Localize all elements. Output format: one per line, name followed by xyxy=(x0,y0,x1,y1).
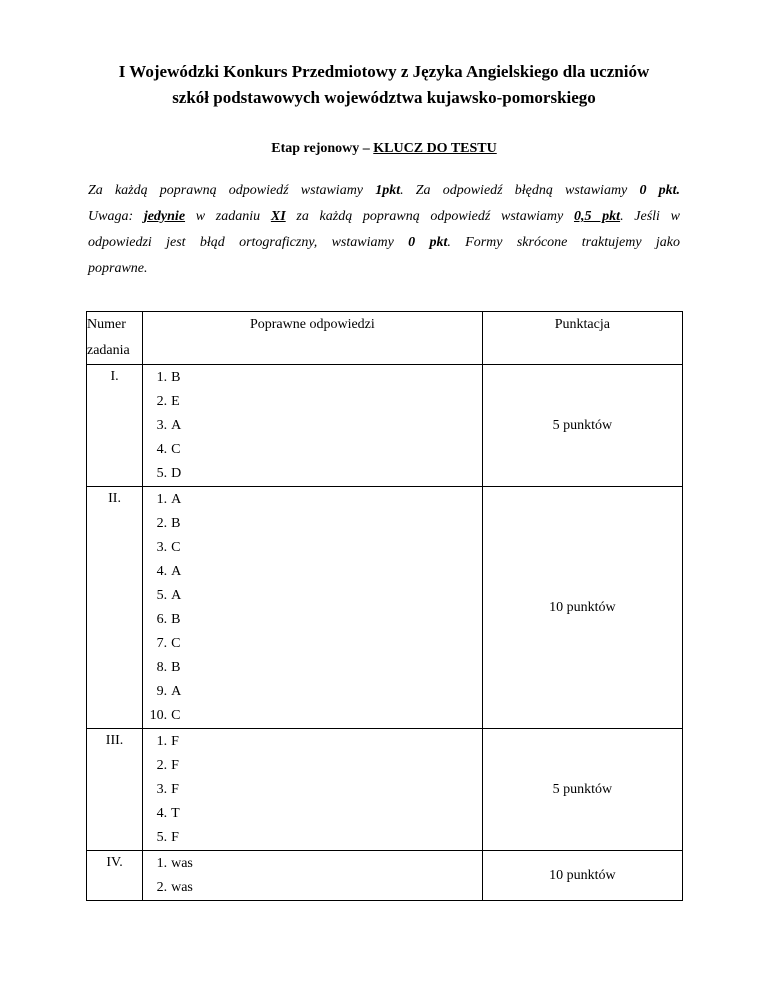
answers-cell xyxy=(143,851,483,901)
list-item xyxy=(143,704,482,728)
list-item xyxy=(143,608,482,632)
list-item xyxy=(143,778,482,802)
answer-number: 3. xyxy=(156,782,168,797)
answer-value: A xyxy=(171,564,182,579)
answer-number: 2. xyxy=(156,394,168,409)
list-item xyxy=(143,802,482,826)
answer-number: 1. xyxy=(156,370,168,385)
stage-prefix: Etap rejonowy – xyxy=(271,141,374,156)
list-item xyxy=(143,536,482,560)
instruction-line: Za każdą poprawną odpowiedź wstawiamy 1pkt. Za odpowiedź błędną wstawiamy 0 pkt. xyxy=(88,183,681,198)
header-points: Punktacja xyxy=(482,312,682,365)
points-value: 10 punktów xyxy=(482,487,682,729)
answer-value: C xyxy=(171,540,181,555)
answer-number: 5. xyxy=(156,466,168,481)
answer-number: 1. xyxy=(156,492,168,507)
answer-value: was xyxy=(171,880,193,895)
answer-value: B xyxy=(171,370,181,385)
task-number: I. xyxy=(87,365,143,487)
answer-list xyxy=(143,487,482,728)
answer-value: C xyxy=(171,636,181,651)
answer-number: 3. xyxy=(156,418,168,433)
document-title-line2: szkół podstawowych województwa kujawsko-pomorskiego xyxy=(172,88,596,107)
points-value: 10 punktów xyxy=(482,851,682,901)
list-item xyxy=(143,560,482,584)
answer-number: 2. xyxy=(156,516,168,531)
answer-number: 6. xyxy=(156,612,168,627)
list-item xyxy=(143,754,482,778)
list-item xyxy=(143,826,482,850)
answer-value: A xyxy=(171,684,182,699)
answer-value: was xyxy=(171,856,193,871)
list-item xyxy=(143,414,482,438)
answer-value: T xyxy=(171,806,180,821)
answer-number: 2. xyxy=(156,880,168,895)
list-item xyxy=(143,852,482,876)
scoring-instructions xyxy=(88,178,680,282)
answer-value: B xyxy=(171,660,181,675)
answer-value: C xyxy=(171,708,181,723)
answer-number: 5. xyxy=(156,588,168,603)
answer-number: 7. xyxy=(156,636,168,651)
list-item xyxy=(143,366,482,390)
answers-cell xyxy=(143,487,483,729)
answer-number: 8. xyxy=(156,660,168,675)
answer-number: 4. xyxy=(156,442,168,457)
list-item xyxy=(143,730,482,754)
stage-key-label: KLUCZ DO TESTU xyxy=(373,141,497,156)
task-number: III. xyxy=(87,729,143,851)
answer-number: 4. xyxy=(156,806,168,821)
stage-heading xyxy=(0,141,768,157)
answer-value: F xyxy=(171,758,179,773)
task-number: II. xyxy=(87,487,143,729)
table-row xyxy=(87,729,683,851)
answer-value: E xyxy=(171,394,180,409)
answers-cell xyxy=(143,365,483,487)
answer-list xyxy=(143,365,482,486)
answer-value: D xyxy=(171,466,182,481)
list-item xyxy=(143,584,482,608)
points-value: 5 punktów xyxy=(482,365,682,487)
table-row xyxy=(87,851,683,901)
list-item xyxy=(143,680,482,704)
answer-list xyxy=(143,729,482,850)
answer-value: F xyxy=(171,830,179,845)
answer-value: B xyxy=(171,612,181,627)
task-number: IV. xyxy=(87,851,143,901)
answers-cell xyxy=(143,729,483,851)
answer-number: 9. xyxy=(156,684,168,699)
answer-number: 4. xyxy=(156,564,168,579)
list-item xyxy=(143,512,482,536)
list-item xyxy=(143,390,482,414)
answer-number: 5. xyxy=(156,830,168,845)
answer-number: 3. xyxy=(156,540,168,555)
answer-key-table xyxy=(86,311,683,901)
table-row xyxy=(87,365,683,487)
answer-list xyxy=(143,851,482,900)
answer-value: B xyxy=(171,516,181,531)
list-item xyxy=(143,632,482,656)
list-item xyxy=(143,656,482,680)
answer-number: 1. xyxy=(156,856,168,871)
answer-value: A xyxy=(171,492,182,507)
answer-number: 2. xyxy=(156,758,168,773)
list-item xyxy=(143,488,482,512)
instruction-line: poprawne. xyxy=(88,261,148,276)
instruction-line: odpowiedzi jest błąd ortograficzny, wstawiamy 0 pkt. Formy skrócone traktujemy jako xyxy=(88,235,680,250)
answer-value: F xyxy=(171,782,179,797)
table-row xyxy=(87,487,683,729)
answer-number: 1. xyxy=(156,734,168,749)
instruction-line: Uwaga: jedynie w zadaniu XI za każdą poprawną odpowiedź wstawiamy 0,5 pkt. Jeśli w xyxy=(88,209,680,224)
list-item xyxy=(143,876,482,900)
list-item xyxy=(143,462,482,486)
document-title-line1: I Wojewódzki Konkurs Przedmiotowy z Języka Angielskiego dla uczniów xyxy=(118,62,650,81)
table-header-row xyxy=(87,312,683,365)
answer-value: A xyxy=(171,418,182,433)
answer-number: 10. xyxy=(149,708,168,723)
answer-value: A xyxy=(171,588,182,603)
answer-value: C xyxy=(171,442,181,457)
list-item xyxy=(143,438,482,462)
points-value: 5 punktów xyxy=(482,729,682,851)
answer-value: F xyxy=(171,734,179,749)
header-task-number: Numer zadania xyxy=(87,312,143,365)
header-correct-answers: Poprawne odpowiedzi xyxy=(143,312,483,365)
